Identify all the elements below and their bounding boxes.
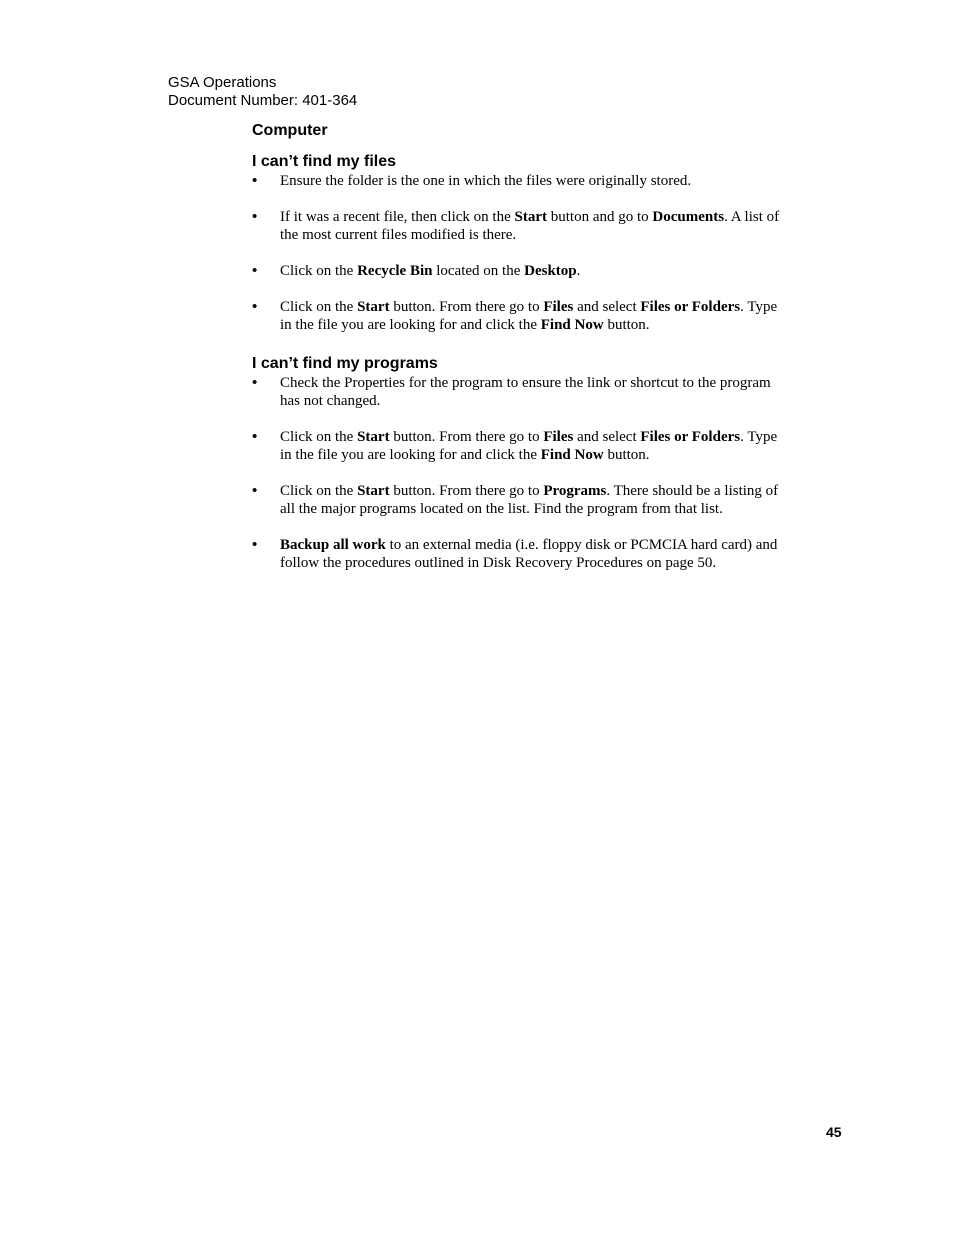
bullet-item [252, 298, 792, 334]
bold-term: Files [543, 429, 574, 445]
bullet-item [252, 262, 792, 280]
text-run: located on the [432, 263, 525, 279]
text-run: button. From there go to [389, 429, 544, 445]
bullet-icon: • [252, 208, 258, 225]
text-run: If it was a recent file, then click on the [280, 209, 515, 225]
text-run: button. [603, 317, 650, 333]
bullet-list [252, 374, 792, 572]
bold-term: Programs [543, 483, 607, 499]
text-run: Ensure the folder is the one in which the files were originally stored. [280, 173, 692, 189]
subsection-title: I can’t find my programs [252, 355, 438, 372]
text-run: button. From there go to [389, 299, 544, 315]
header-org: GSA Operations [168, 74, 277, 91]
text-run: button and go to [547, 209, 653, 225]
section-programs [252, 354, 792, 572]
bullet-icon: • [252, 374, 258, 391]
subsection-title: I can’t find my files [252, 153, 397, 170]
bold-term: Backup all work [280, 537, 386, 553]
bold-term: Files or Folders [640, 299, 741, 315]
text-run: Check the Properties for the program to ensure the link or shortcut to the program has not changed. [280, 375, 771, 409]
bullet-icon: • [252, 428, 258, 445]
section-title: Computer [252, 122, 328, 139]
text-run: Click on the [280, 429, 358, 445]
bullet-icon: • [252, 298, 258, 315]
page-content [252, 121, 792, 572]
bold-term: Start [357, 483, 390, 499]
section-files [252, 152, 792, 334]
bullet-item [252, 482, 792, 518]
text-run: Click on the [280, 483, 358, 499]
bullet-icon: • [252, 536, 258, 553]
bold-term: Start [357, 299, 390, 315]
bullet-icon: • [252, 262, 258, 279]
text-run: button. From there go to [389, 483, 544, 499]
bullet-item [252, 536, 792, 572]
bullet-icon: • [252, 482, 258, 499]
bold-term: Start [357, 429, 390, 445]
page-number: 45 [826, 1124, 842, 1140]
text-run: Click on the [280, 263, 358, 279]
text-run: button. [603, 447, 650, 463]
bullet-item [252, 374, 792, 410]
bold-term: Files or Folders [640, 429, 741, 445]
bold-term: Find Now [540, 447, 604, 463]
bold-term: Find Now [540, 317, 604, 333]
bullet-list [252, 172, 792, 334]
bold-term: Start [514, 209, 547, 225]
text-run: . [576, 263, 581, 279]
text-run: . Type in the file you are looking for and click the [280, 429, 778, 463]
bold-term: Files [543, 299, 574, 315]
text-run: . There should be a listing of all the major programs located on the list. Find the program from that list. [280, 483, 779, 517]
header-doc-number: Document Number: 401-364 [168, 92, 358, 109]
bold-term: Documents [652, 209, 725, 225]
bullet-item [252, 208, 792, 244]
bold-term: Recycle Bin [357, 263, 433, 279]
text-run: Click on the [280, 299, 358, 315]
bullet-item [252, 428, 792, 464]
text-run: to an external media (i.e. floppy disk or PCMCIA hard card) and follow the procedures outlined in Disk Recovery Procedures on page 50. [280, 537, 778, 571]
document-header [168, 74, 357, 110]
text-run: and select [573, 429, 641, 445]
text-run: . A list of the most current files modified is there. [280, 209, 780, 243]
bullet-icon: • [252, 172, 258, 189]
text-run: . Type in the file you are looking for and click the [280, 299, 778, 333]
text-run: and select [573, 299, 641, 315]
bullet-item [252, 172, 792, 190]
bold-term: Desktop [524, 263, 577, 279]
